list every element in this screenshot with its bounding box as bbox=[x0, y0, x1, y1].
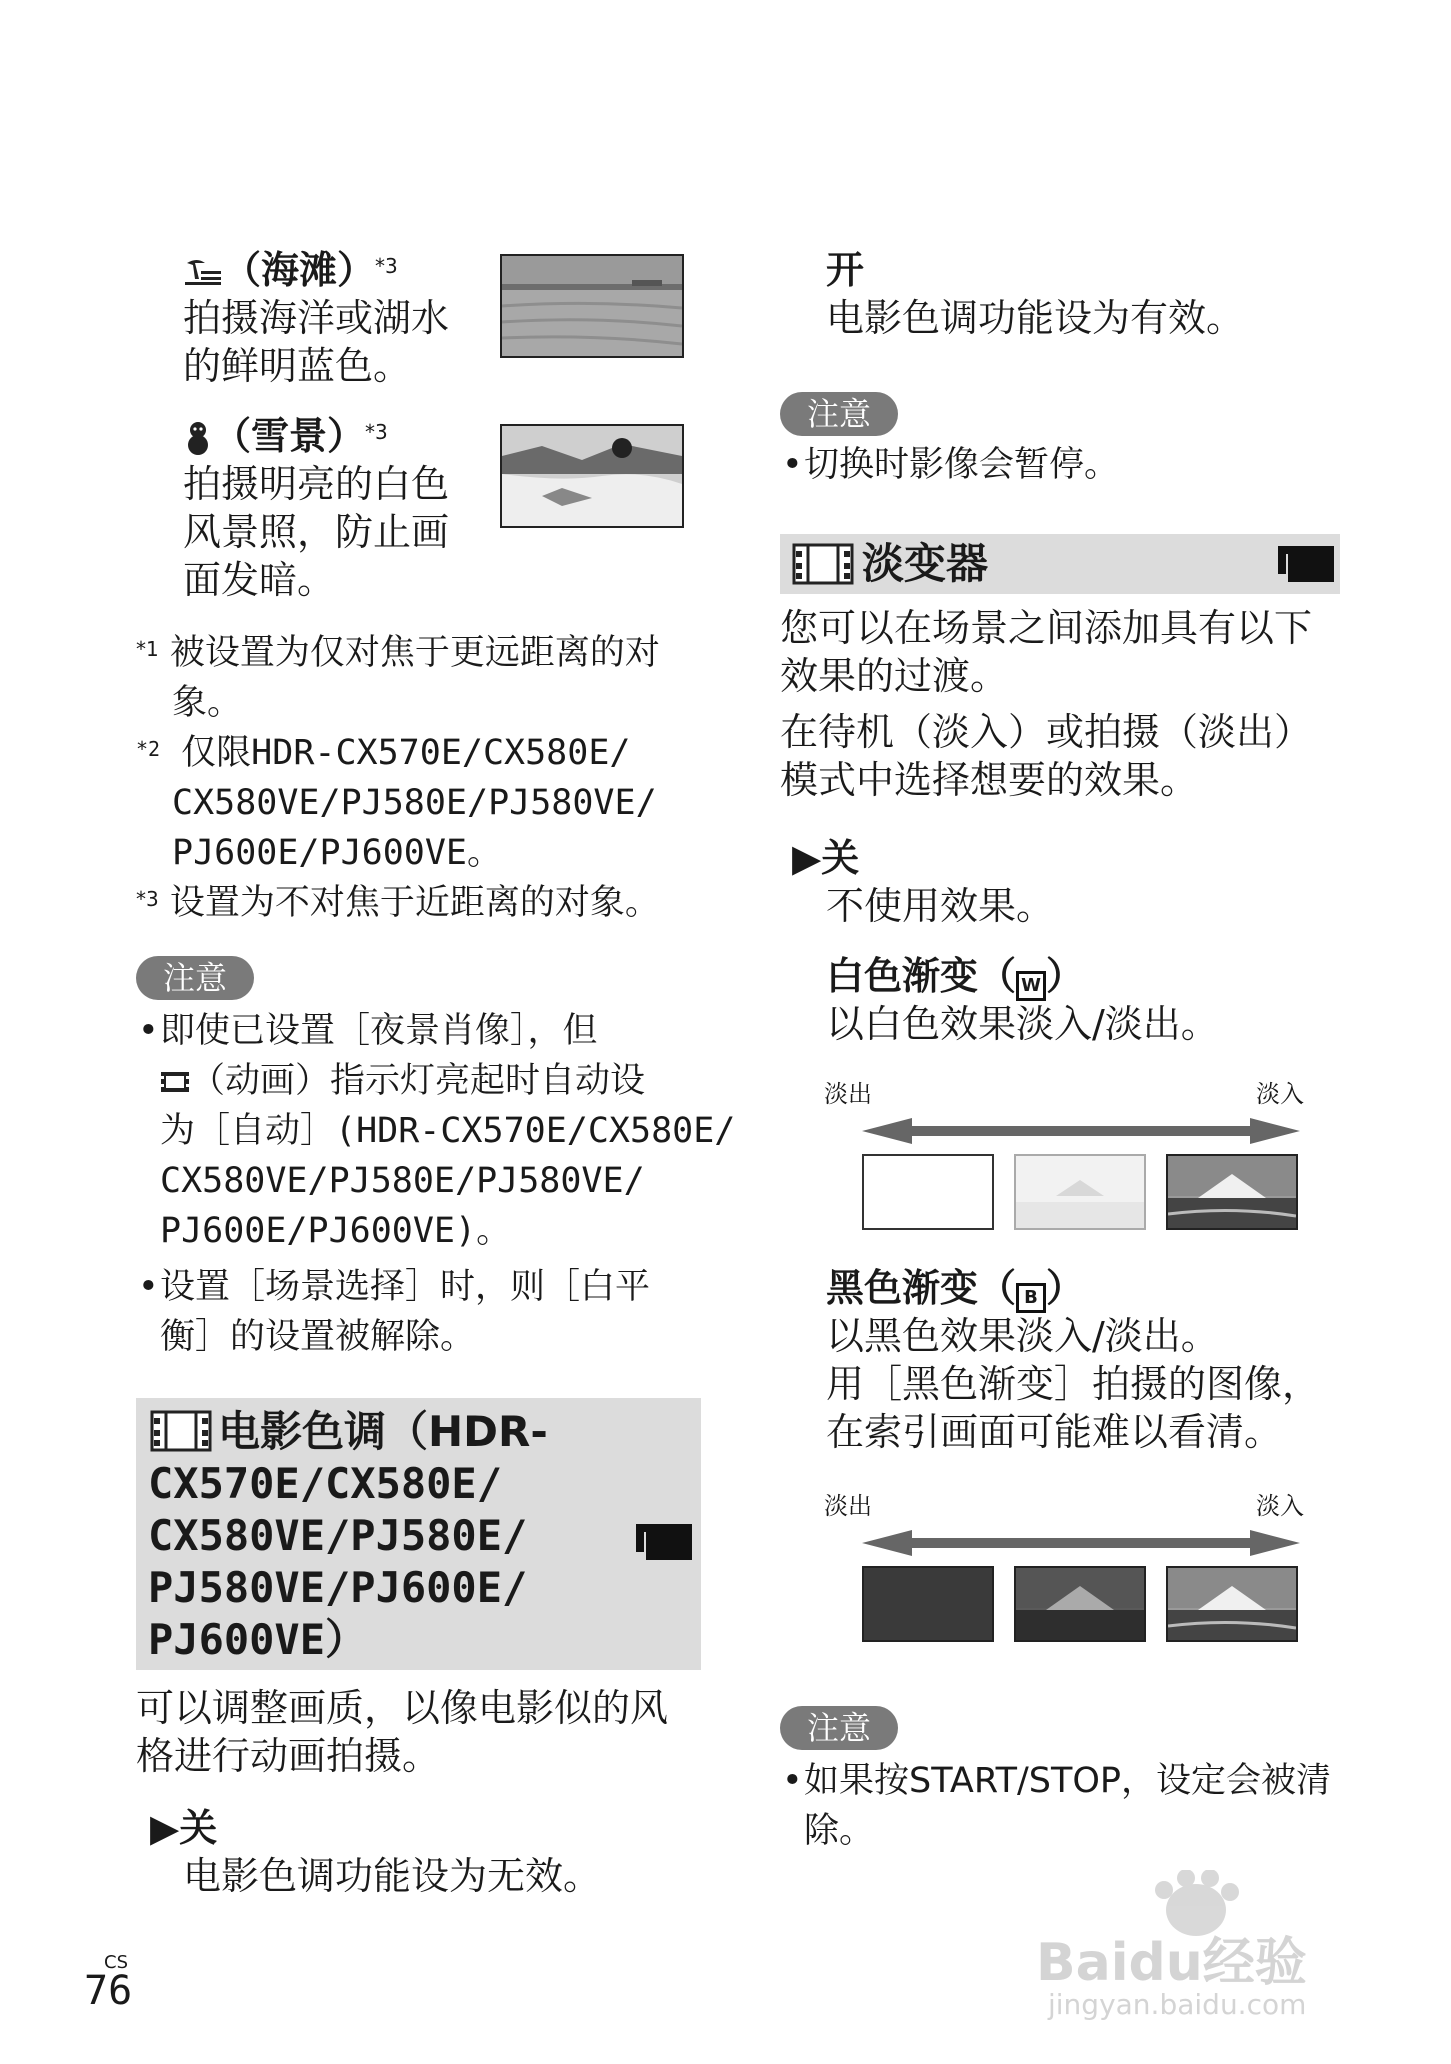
black-fade-frame-3 bbox=[1166, 1566, 1298, 1642]
note-left-1-line-2 bbox=[160, 1056, 645, 1106]
snow-photo bbox=[500, 424, 684, 528]
footnote-3-mark: *3 bbox=[136, 887, 159, 911]
cinema-title-line-5: PJ600VE） bbox=[148, 1615, 368, 1664]
black-fader-title-close: ） bbox=[1046, 1266, 1085, 1310]
footnote-2-line-2: CX580VE/PJ580E/PJ580VE/ bbox=[172, 783, 657, 823]
snow-title: （雪景） bbox=[213, 414, 366, 458]
black-fader-desc-3: 在索引画面可能难以看清。 bbox=[826, 1410, 1283, 1454]
selected-triangle-icon: ▶ bbox=[150, 1806, 180, 1850]
black-fader-desc-2: 用［黑色渐变］拍摄的图像， bbox=[826, 1362, 1321, 1406]
cinema-title-line-4: PJ580VE/PJ600E/ bbox=[148, 1563, 528, 1612]
cinema-on-label: 开 bbox=[826, 248, 865, 292]
black-fader-title bbox=[826, 1264, 1084, 1313]
beach-mark: *3 bbox=[375, 254, 398, 278]
page-number: 76 bbox=[84, 1968, 133, 2014]
beach-title: （海滩） bbox=[223, 248, 376, 292]
snow-heading bbox=[183, 412, 388, 460]
beach-icon bbox=[183, 257, 223, 287]
snow-mark: *3 bbox=[365, 420, 388, 444]
note-label-right-1: 注意 bbox=[780, 392, 898, 436]
cinema-title-line-1: 电影色调（HDR- bbox=[218, 1407, 548, 1456]
white-fader-icon: W bbox=[1016, 971, 1046, 1001]
fader-title: 淡变器 bbox=[862, 539, 989, 588]
watermark-logo bbox=[1036, 1870, 1376, 2030]
beach-photo bbox=[500, 254, 684, 358]
white-fader-title-close: ） bbox=[1046, 954, 1085, 998]
black-fade-in-label: 淡入 bbox=[1256, 1492, 1304, 1520]
beach-desc-1: 拍摄海洋或湖水 bbox=[183, 296, 450, 340]
footnote-2-mark: *2 bbox=[136, 737, 161, 761]
white-fade-arrow bbox=[862, 1116, 1300, 1150]
note-left-1-line-5: PJ600E/PJ600VE)。 bbox=[160, 1211, 512, 1251]
snow-desc-1: 拍摄明亮的白色 bbox=[183, 462, 450, 506]
note-label-left: 注意 bbox=[136, 956, 254, 1000]
white-fader-desc: 以白色效果淡入/淡出。 bbox=[826, 1002, 1219, 1046]
note-left-2-line-2: 衡］的设置被解除。 bbox=[160, 1317, 476, 1357]
cinema-off-label bbox=[150, 1804, 217, 1852]
movie-mode-icon bbox=[636, 1524, 692, 1564]
watermark-url: jingyan.baidu.com bbox=[1048, 1988, 1307, 2021]
white-fade-frame-2 bbox=[1014, 1154, 1146, 1230]
white-fader-title bbox=[826, 952, 1084, 1001]
beach-desc-2: 的鲜明蓝色。 bbox=[183, 344, 412, 388]
fader-desc-4: 模式中选择想要的效果。 bbox=[780, 758, 1199, 802]
note-left-2-line-1: • 设置［场景选择］时，则［白平 bbox=[160, 1262, 650, 1312]
fader-desc-2: 效果的过渡。 bbox=[780, 654, 1009, 698]
snow-desc-2: 风景照，防止画 bbox=[183, 510, 450, 554]
footnote-2-line-3: PJ600E/PJ600VE。 bbox=[172, 833, 503, 873]
black-fade-frame-2 bbox=[1014, 1566, 1146, 1642]
fader-off-desc: 不使用效果。 bbox=[826, 884, 1055, 928]
film-icon bbox=[150, 1408, 212, 1458]
note-right-2-line-2: 除。 bbox=[804, 1811, 875, 1851]
footnote-3-line-1 bbox=[136, 878, 660, 928]
footnote-1-text: 被设置为仅对焦于更远距离的对 bbox=[169, 633, 660, 673]
fader-desc-1: 您可以在场景之间添加具有以下 bbox=[780, 606, 1313, 650]
cinema-off-text: 关 bbox=[179, 1806, 218, 1850]
white-fade-in-label: 淡入 bbox=[1256, 1080, 1304, 1108]
fader-desc-3: 在待机（淡入）或拍摄（淡出） bbox=[780, 710, 1313, 754]
cinema-title-line-3: CX580VE/PJ580E/ bbox=[148, 1511, 528, 1560]
black-fade-frame-1 bbox=[862, 1566, 994, 1642]
note-left-1-line-1: • 即使已设置［夜景肖像］，但 bbox=[160, 1006, 598, 1056]
black-fade-out-label: 淡出 bbox=[824, 1492, 872, 1520]
white-fader-title-text: 白色渐变（ bbox=[826, 954, 1017, 998]
footnote-2-text: 仅限HDR-CX570E/CX580E/ bbox=[181, 733, 631, 773]
white-fade-frame-1 bbox=[862, 1154, 994, 1230]
footnote-3-text: 设置为不对焦于近距离的对象。 bbox=[169, 883, 660, 923]
cinema-desc-1: 可以调整画质，以像电影似的风 bbox=[136, 1686, 669, 1730]
note-right-1: • 切换时影像会暂停。 bbox=[804, 440, 1119, 490]
selected-triangle-icon: ▶ bbox=[792, 836, 822, 880]
note-right-2-line-1: • 如果按START/STOP，设定会被清 bbox=[804, 1756, 1331, 1806]
note-left-1-text-2: （动画）指示灯亮起时自动设 bbox=[190, 1061, 646, 1101]
black-fader-desc-1: 以黑色效果淡入/淡出。 bbox=[826, 1314, 1219, 1358]
cinema-off-desc: 电影色调功能设为无效。 bbox=[183, 1854, 602, 1898]
beach-heading bbox=[183, 246, 398, 294]
white-fade-frame-3 bbox=[1166, 1154, 1298, 1230]
black-fader-icon: B bbox=[1016, 1283, 1046, 1313]
fader-film-icon bbox=[792, 541, 854, 591]
footnote-1-line-1 bbox=[136, 628, 660, 678]
footnote-2-line-1 bbox=[136, 728, 630, 778]
cinema-desc-2: 格进行动画拍摄。 bbox=[136, 1734, 441, 1778]
note-left-1-line-4: CX580VE/PJ580E/PJ580VE/ bbox=[160, 1161, 645, 1201]
snow-desc-3: 面发暗。 bbox=[183, 558, 336, 602]
footnote-1-mark: *1 bbox=[136, 637, 159, 661]
fader-movie-mode-icon bbox=[1278, 546, 1334, 586]
black-fader-title-text: 黑色渐变（ bbox=[826, 1266, 1017, 1310]
page-lang-code: CS bbox=[104, 1952, 128, 1973]
movie-icon bbox=[160, 1069, 190, 1095]
cinema-on-desc: 电影色调功能设为有效。 bbox=[826, 296, 1245, 340]
fader-off-label bbox=[792, 834, 859, 882]
cinema-title-line-2: CX570E/CX580E/ bbox=[148, 1459, 503, 1508]
white-fade-out-label: 淡出 bbox=[824, 1080, 872, 1108]
note-label-right-2: 注意 bbox=[780, 1706, 898, 1750]
snowman-icon bbox=[183, 421, 213, 455]
fader-off-text: 关 bbox=[821, 836, 860, 880]
footnote-1-line-2: 象。 bbox=[172, 683, 243, 723]
black-fade-arrow bbox=[862, 1528, 1300, 1562]
note-left-1-line-3: 为［自动］(HDR-CX570E/CX580E/ bbox=[160, 1111, 736, 1151]
watermark-text: Baidu经验 bbox=[1036, 1933, 1307, 1993]
